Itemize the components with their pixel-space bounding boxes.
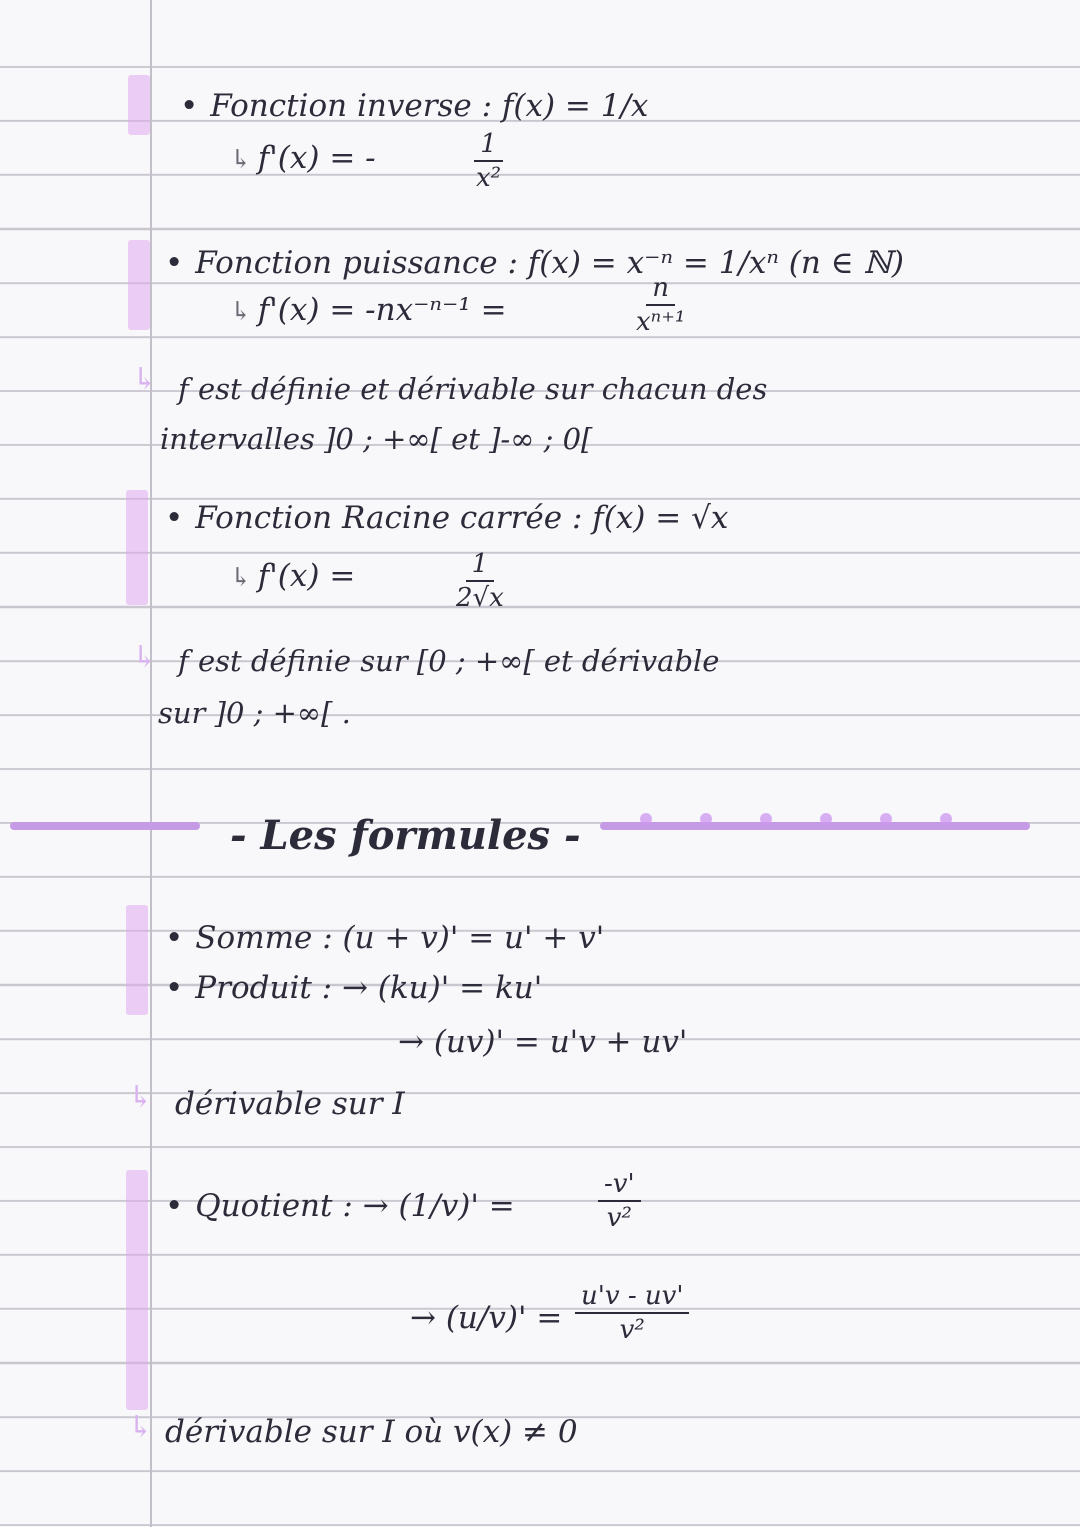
formula-product-2: → (uv)' = u'v + uv' xyxy=(398,1024,688,1060)
power-note-line1: f est définie et dérivable sur chacun des xyxy=(178,372,768,406)
arrow-icon: ↳ xyxy=(132,640,158,675)
inverse-title: • Fonction inverse : f(x) = 1/x xyxy=(180,88,649,124)
power-note-line2: intervalles ]0 ; +∞[ et ]-∞ ; 0[ xyxy=(160,422,593,456)
margin-line xyxy=(150,0,152,1527)
leaf-icon xyxy=(820,813,832,825)
sqrt-fraction: $\frac{1}{2√x}$ xyxy=(456,549,504,613)
sqrt-note-line2: sur ]0 ; +∞[ . xyxy=(158,696,351,730)
highlight-mark xyxy=(128,75,150,135)
leaf-icon xyxy=(940,813,952,825)
leaf-icon xyxy=(700,813,712,825)
power-title: • Fonction puissance : f(x) = x⁻ⁿ = 1/xⁿ (n ∈ ℕ) xyxy=(165,245,904,281)
decorative-line-left xyxy=(10,822,200,830)
bullet-icon: • xyxy=(165,245,184,281)
arrow-icon: ↳ xyxy=(128,1410,154,1445)
leaf-icon xyxy=(640,813,652,825)
arrow-icon: ↳ xyxy=(230,563,252,593)
power-derivative: ↳ f'(x) = -nx⁻ⁿ⁻¹ = xyxy=(230,292,507,328)
power-fraction: $\frac{n}{\text{xⁿ⁺¹}}$ xyxy=(636,273,686,337)
arrow-icon: ↳ xyxy=(128,1080,154,1115)
bullet-icon: • xyxy=(165,1188,184,1224)
formula-product-1: • Produit : → (ku)' = ku' xyxy=(165,970,543,1006)
highlight-mark xyxy=(126,905,148,1015)
highlight-mark xyxy=(128,240,150,330)
formula-quotient-1: • Quotient : → (1/v)' = xyxy=(165,1188,515,1224)
arrow-icon: ↳ xyxy=(132,362,158,397)
quotient-2-fraction: $\frac{u'v - uv'}{\text{v²}}$ xyxy=(575,1280,689,1346)
bullet-icon: • xyxy=(180,88,199,124)
highlight-mark xyxy=(126,490,148,605)
leaf-icon xyxy=(880,813,892,825)
bullet-icon: • xyxy=(165,920,184,956)
leaf-icon xyxy=(760,813,772,825)
highlight-mark xyxy=(126,1170,148,1410)
quotient-1-fraction: $\frac{-v'}{\text{v²}}$ xyxy=(598,1168,641,1234)
sqrt-note-line1: f est définie sur [0 ; +∞[ et dérivable xyxy=(178,644,720,678)
formula-note-2: dérivable sur I où v(x) ≠ 0 xyxy=(165,1414,578,1450)
formula-quotient-2: → (u/v)' = xyxy=(410,1300,563,1336)
section-heading: - Les formules - xyxy=(230,812,581,859)
bullet-icon: • xyxy=(165,970,184,1006)
sqrt-title: • Fonction Racine carrée : f(x) = √x xyxy=(165,500,729,536)
arrow-icon: ↳ xyxy=(230,297,252,327)
bullet-icon: • xyxy=(165,500,184,536)
decorative-line-right xyxy=(600,822,1030,830)
inverse-derivative: ↳ f'(x) = - xyxy=(230,140,376,176)
formula-note-1: dérivable sur I xyxy=(175,1086,405,1122)
arrow-icon: ↳ xyxy=(230,145,252,175)
sqrt-derivative: ↳ f'(x) = xyxy=(230,558,356,594)
inverse-fraction: $\frac{1}{\text{x²}}$ xyxy=(476,129,502,193)
formula-sum: • Somme : (u + v)' = u' + v' xyxy=(165,920,605,956)
